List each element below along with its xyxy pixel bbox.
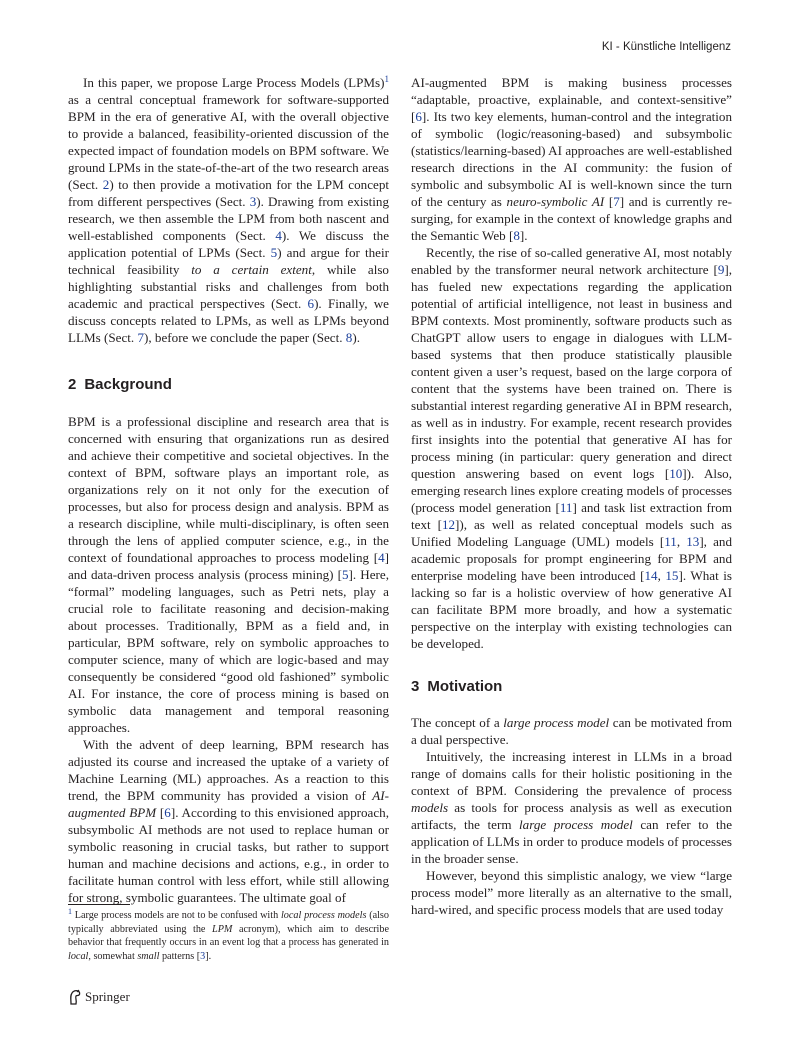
text-run: Recently, the rise of so-called generative AI, most notably enabled by the transformer neural network architecture [ [411, 245, 732, 277]
citation-link[interactable]: 5 [342, 567, 349, 582]
citation-link[interactable]: 9 [717, 262, 725, 277]
text-run: (also typically abbreviated using the [68, 910, 389, 935]
citation-link[interactable]: 15 [665, 568, 679, 583]
italic-text: small [137, 950, 160, 962]
citation-link[interactable]: 12 [441, 517, 456, 532]
background-paragraph-2 [68, 736, 389, 906]
footnote-rule [68, 904, 130, 905]
right-paragraph-1 [411, 74, 732, 244]
publisher-name: Springer [85, 989, 130, 1004]
text-run: ]. Here, “formal” modeling languages, such as Petri nets, play a crucial role to facilitate reasoning and decision-making about processes. Traditionally, BPM as a field and, in particular, BPM software, rely on symbolic approaches to computer science, many of which are logic-based and may consequently be considered “good old fashioned” symbolic AI. For instance, the core of process mining is based on symbolic data management and temporal reasoning approaches. [68, 567, 389, 735]
text-run: [ [156, 805, 165, 820]
text-run: However, beyond this simplistic analogy, we view “large process model” more literally as an alternative to the small, hard-wired, and specific process models that are used today [411, 868, 732, 917]
section-heading-background [68, 376, 172, 393]
text-run: ], has fueled new expectations regarding the application potential of artificial intelligence, not least in business and BPM contexts. Most prominently, software products such as ChatGPT allow users to engage in dialogues with LLM-based systems that then produce statistically plausible content given a user’s request, based on the large corpora of content that the systems have been trained on. There is substantial interest regarding generative AI in BPM research, as well as in industry. For example, recent research provides first insights into the potential that generative AI has for process mining (in particular: query generation and direct question answering based on event logs [ [411, 262, 732, 481]
motivation-paragraph-1 [411, 714, 732, 748]
citation-link[interactable]: 3 [200, 950, 206, 962]
springer-horse-icon [68, 989, 82, 1005]
text-run: BPM is a professional discipline and research area that is concerned with ensuring that organizations run as desired and achieve their competitive and societal objectives. In the context of BPM, software plays an important role, as organizations rely on it not only for the execution of processes, but also for process design and analysis. BPM as a research discipline, while multi-disciplinary, is often seen through the lens of applied computer science, e.g., in the context of foundational approaches to process modeling [ [68, 414, 389, 565]
text-run: patterns [ [159, 950, 201, 962]
text-run: [ [604, 194, 614, 209]
text-run: ]. What is lacking so far is a holistic overview of how generative AI can facilitate BPM more broadly, and how a systematic perspective on the interplay with existing technologies can be developed. [411, 568, 732, 651]
text-run: ). We discuss the application potential of LPMs (Sect. [68, 228, 390, 260]
text-run: can be motivated from a dual perspective. [411, 715, 733, 747]
italic-text: large process model [519, 817, 633, 832]
section-heading-motivation [411, 678, 502, 695]
text-run: ). Drawing from existing research, we then assemble the LPM from both nascent and well-established components (Sect. [68, 194, 389, 243]
background-paragraph-1 [68, 413, 389, 736]
citation-link[interactable]: 8 [345, 330, 353, 345]
intro-paragraph [68, 74, 389, 346]
text-run: ) and argue for their technical feasibility [68, 245, 389, 277]
section-title: Background [84, 376, 172, 393]
text-run: The concept of a [411, 715, 504, 730]
text-run: Intuitively, the increasing interest in LLMs in a broad range of domains calls for their holistic positioning in the context of BPM. Considering the prevalence of process [411, 749, 732, 798]
text-run: ]. [519, 228, 528, 243]
section-title: Motivation [427, 678, 503, 695]
text-run: ). Finally, we discuss concepts related to LPMs, as well as LPMs beyond LLMs (Sect. [68, 296, 389, 345]
citation-link[interactable]: 6 [164, 805, 171, 820]
text-run: ]). Also, emerging research lines explore creating models of processes (process model generation [ [411, 466, 732, 515]
citation-link[interactable]: 4 [275, 228, 282, 243]
italic-text: neuro-symbolic AI [506, 194, 605, 209]
text-run: In this paper, we propose Large Process Models (LPMs) [83, 75, 385, 90]
citation-link[interactable]: 4 [378, 550, 385, 565]
text-run: ] and task list extraction from text [ [411, 500, 733, 532]
citation-link[interactable]: 11 [559, 500, 573, 515]
background-body [68, 413, 389, 906]
text-run: AI-augmented BPM is making business processes “adaptable, proactive, explainable, and context-sensitive” [ [411, 75, 732, 124]
text-run: as a central conceptual framework for software-supported BPM in the era of generative AI, with the overall objective to provide a balanced, feasibility-oriented discussion of the expected impact of foundation models on BPM software. We ground LPMs in the state-of-the-art of the two research areas (Sect. [68, 92, 389, 192]
motivation-paragraph-2 [411, 748, 732, 867]
citation-link[interactable]: 10 [669, 466, 683, 481]
italic-text: large process model [503, 715, 610, 730]
left-column [68, 74, 390, 905]
text-run: ]. According to this envisioned approach, subsymbolic AI methods are not used to replace human or symbolic reasoning in crucial tasks, but rather to support human and machine decisions and actions, e.g., in order to facilitate human control with less effort, while still allowing for strong, symbolic guarantees. The ultimate goal of [68, 805, 389, 905]
text-run: ]. Its two key elements, human-control and the integration of symbolic (logic/reasoning-based) and subsymbolic (statistics/learning-based) AI approaches are well-established research directions in the AI community: the fusion of symbolic and subsymbolic AI is well-known since the turn of the century as [411, 109, 732, 209]
citation-link[interactable]: 8 [513, 228, 520, 243]
motivation-body [411, 714, 732, 918]
text-run: ), before we conclude the paper (Sect. [144, 330, 346, 345]
footnote [68, 909, 389, 963]
citation-link[interactable]: 6 [415, 109, 422, 124]
text-run: With the advent of deep learning, BPM research has adjusted its course and increased the uptake of a variety of Machine Learning (ML) approaches. As a reaction to this trend, the BPM community has provided a vision of [68, 737, 389, 803]
citation-link[interactable]: 14 [644, 568, 658, 583]
section-number: 3 [411, 678, 420, 695]
text-run: , [657, 568, 666, 583]
motivation-paragraph-3 [411, 867, 732, 918]
text-run: as tools for process analysis as well as execution artifacts, the term [411, 800, 732, 832]
citation-link[interactable]: 6 [307, 296, 315, 311]
text-run: , somewhat [88, 950, 138, 962]
text-run: ] and is currently re-surging, for example in the context of knowledge graphs and the Semantic Web [ [411, 194, 733, 243]
citation-link[interactable]: 2 [102, 177, 110, 192]
journal-header: KI - Künstliche Intelligenz [601, 41, 731, 53]
italic-text: models [411, 800, 449, 815]
italic-text: AI-augmented BPM [68, 788, 389, 820]
text-run: ]), as well as related conceptual models such as Unified Modeling Language (UML) models [ [411, 517, 732, 549]
italic-text: to a certain extent [191, 262, 312, 277]
text-run: ], and academic proposals for prompt engineering for BPM and enterprise modeling have been introduced [ [411, 534, 732, 583]
footnote-marker[interactable]: 1 [68, 907, 72, 916]
citation-link[interactable]: 7 [137, 330, 145, 345]
citation-link[interactable]: 3 [249, 194, 257, 209]
citation-link[interactable]: 5 [270, 245, 278, 260]
text-run: , [676, 534, 687, 549]
text-run: ) to then provide a motivation for the LPM concept from different perspectives (Sect. [68, 177, 390, 209]
citation-link[interactable]: 7 [613, 194, 620, 209]
text-run: can refer to the application of LLMs in order to produce models of processes in the broader sense. [411, 817, 733, 866]
citation-link[interactable]: 11 [664, 534, 677, 549]
text-run: ]. [205, 950, 212, 962]
citation-link[interactable]: 13 [686, 534, 700, 549]
text-run: ). [352, 330, 360, 345]
text-run: acronym), which aim to describe behavior that frequently occurs in an event log that a process has generated in [68, 923, 389, 949]
publisher-logo [68, 989, 130, 1005]
text-run: Large process models are not to be confused with [72, 910, 281, 921]
right-paragraph-2 [411, 244, 732, 652]
italic-text: local process models [280, 910, 367, 921]
italic-text: local [68, 950, 89, 962]
section-number: 2 [68, 376, 77, 393]
footnote-marker[interactable]: 1 [384, 74, 389, 84]
text-run: ] and data-driven process analysis (process mining) [ [68, 550, 389, 582]
right-column [411, 74, 733, 917]
italic-text: LPM [212, 923, 233, 935]
text-run: , while also highlighting substantial risks and challenges from both academic and practical perspectives (Sect. [68, 262, 389, 311]
